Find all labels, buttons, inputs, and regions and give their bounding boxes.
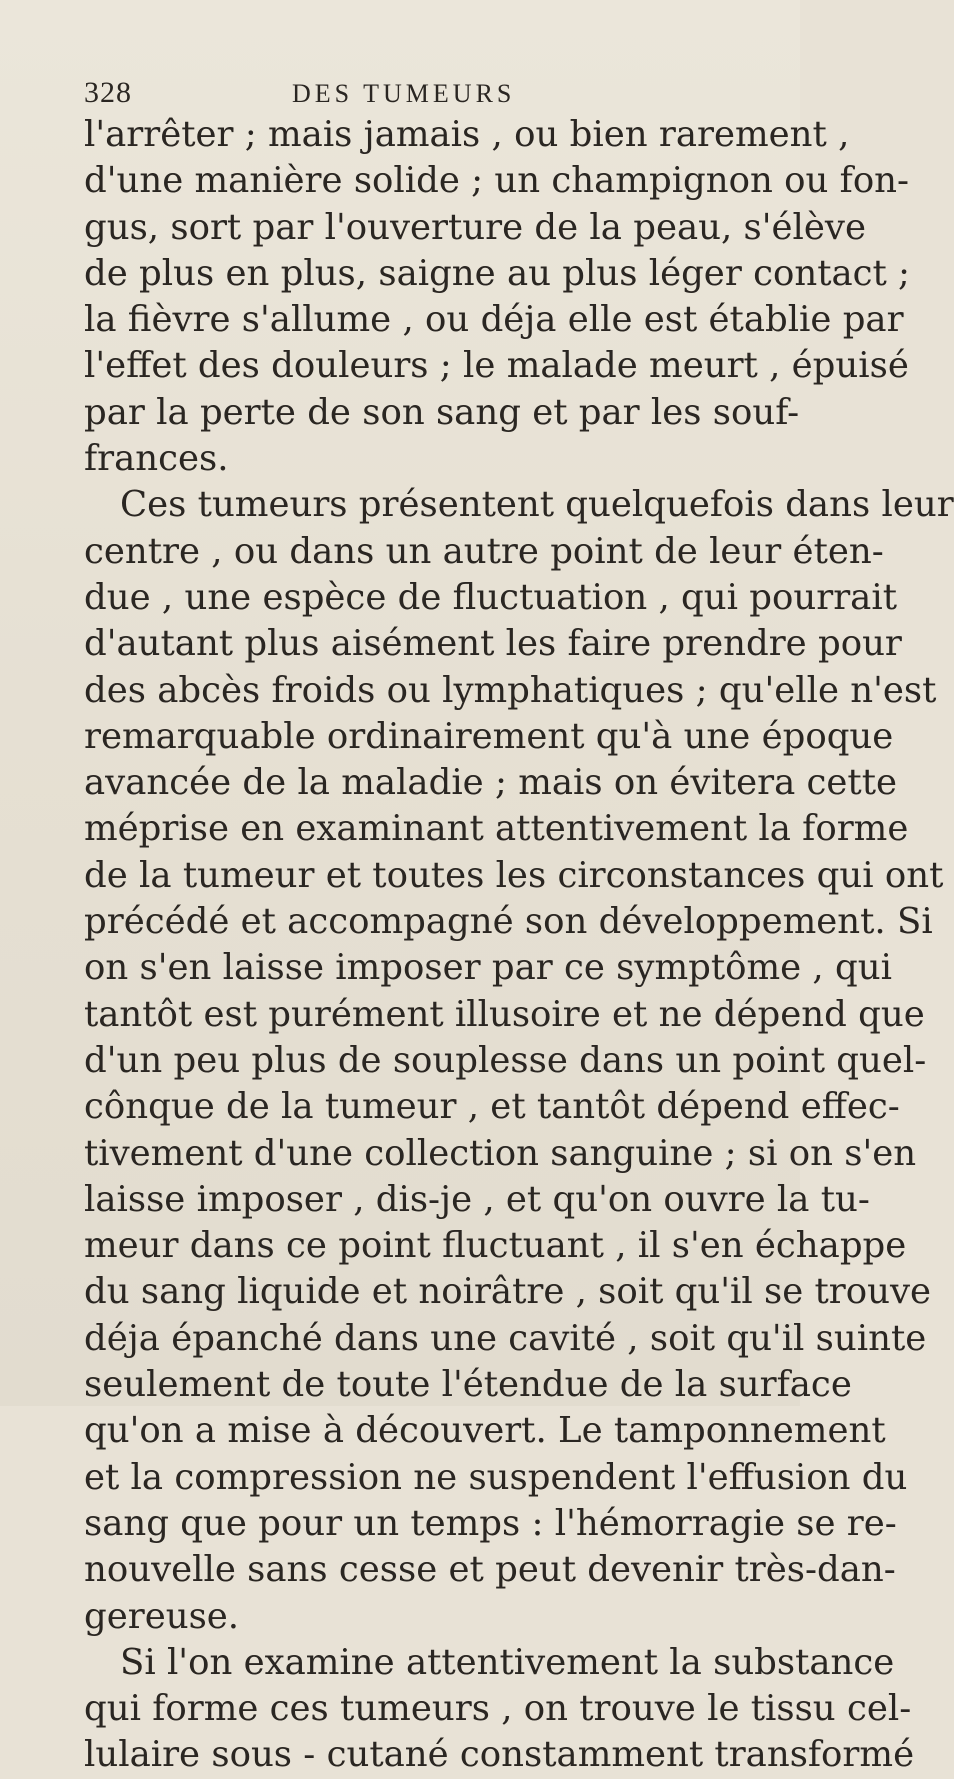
text-line: tivement d'une collection sanguine ; si on s'en [84,1132,917,1174]
text-line: remarquable ordinairement qu'à une époque [84,715,894,757]
text-line: la fièvre s'allume , ou déja elle est établie par [84,299,904,341]
text-line: nouvelle sans cesse et peut devenir très-dan- [84,1549,896,1591]
text-line: gus, sort par l'ouverture de la peau, s'élève [84,206,866,248]
text-line: par la perte de son sang et par les souf- [84,391,800,433]
text-line: laisse imposer , dis-je , et qu'on ouvre la tu- [84,1178,870,1220]
text-line: l'effet des douleurs ; le malade meurt , épuisé [84,345,909,387]
text-line: cônque de la tumeur , et tantôt dépend effec- [84,1086,900,1128]
text-line: on s'en laisse imposer par ce symptôme , qui [84,947,892,989]
text-line: d'autant plus aisément les faire prendre pour [84,623,902,665]
text-line: l'arrêter ; mais jamais , ou bien rarement , [84,114,850,155]
text-line: avancée de la maladie ; mais on évitera cette [84,762,897,804]
text-line: du sang liquide et noirâtre , soit qu'il se trouve [84,1271,932,1313]
text-line: frances. [84,438,229,480]
text-line: déja épanché dans une cavité , soit qu'il suinte [84,1317,927,1359]
text-line: seulement de toute l'étendue de la surface [84,1364,852,1406]
text-line: méprise en examinant attentivement la forme [84,808,909,850]
text-line: meur dans ce point fluctuant , il s'en échappe [84,1225,907,1267]
text-line: d'une manière solide ; un champignon ou fon- [84,160,910,202]
text-line: précédé et accompagné son développement. Si [84,901,933,943]
text-line: lulaire sous - cutané constamment transformé [84,1734,915,1776]
text-line: et la compression ne suspendent l'effusion du [84,1456,908,1498]
text-line: qui forme ces tumeurs , on trouve le tissu cel- [84,1688,912,1730]
text-line: due , une espèce de fluctuation , qui pourrait [84,576,897,618]
text-line: de plus en plus, saigne au plus léger contact ; [84,252,911,294]
text-line: centre , ou dans un autre point de leur éten- [84,530,884,572]
text-line: qu'on a mise à découvert. Le tamponnement [84,1410,886,1452]
text-line: sang que pour un temps : l'hémorragie se re- [84,1502,897,1544]
text-line: de la tumeur et toutes les circonstances qui ont [84,854,944,896]
text-line: Si l'on examine attentivement la substance [120,1641,895,1683]
text-line: tantôt est purément illusoire et ne dépend que [84,993,925,1035]
text-line: gereuse. [84,1595,240,1637]
page-number: 328 [84,76,132,109]
page-header [84,66,760,112]
body-text [84,112,954,1779]
text-line: d'un peu plus de souplesse dans un point quel- [84,1039,927,1081]
text-line: Ces tumeurs présentent quelquefois dans leur [120,484,954,526]
running-title: DES TUMEURS [292,79,516,108]
text-line: des abcès froids ou lymphatiques ; qu'elle n'est [84,669,937,711]
